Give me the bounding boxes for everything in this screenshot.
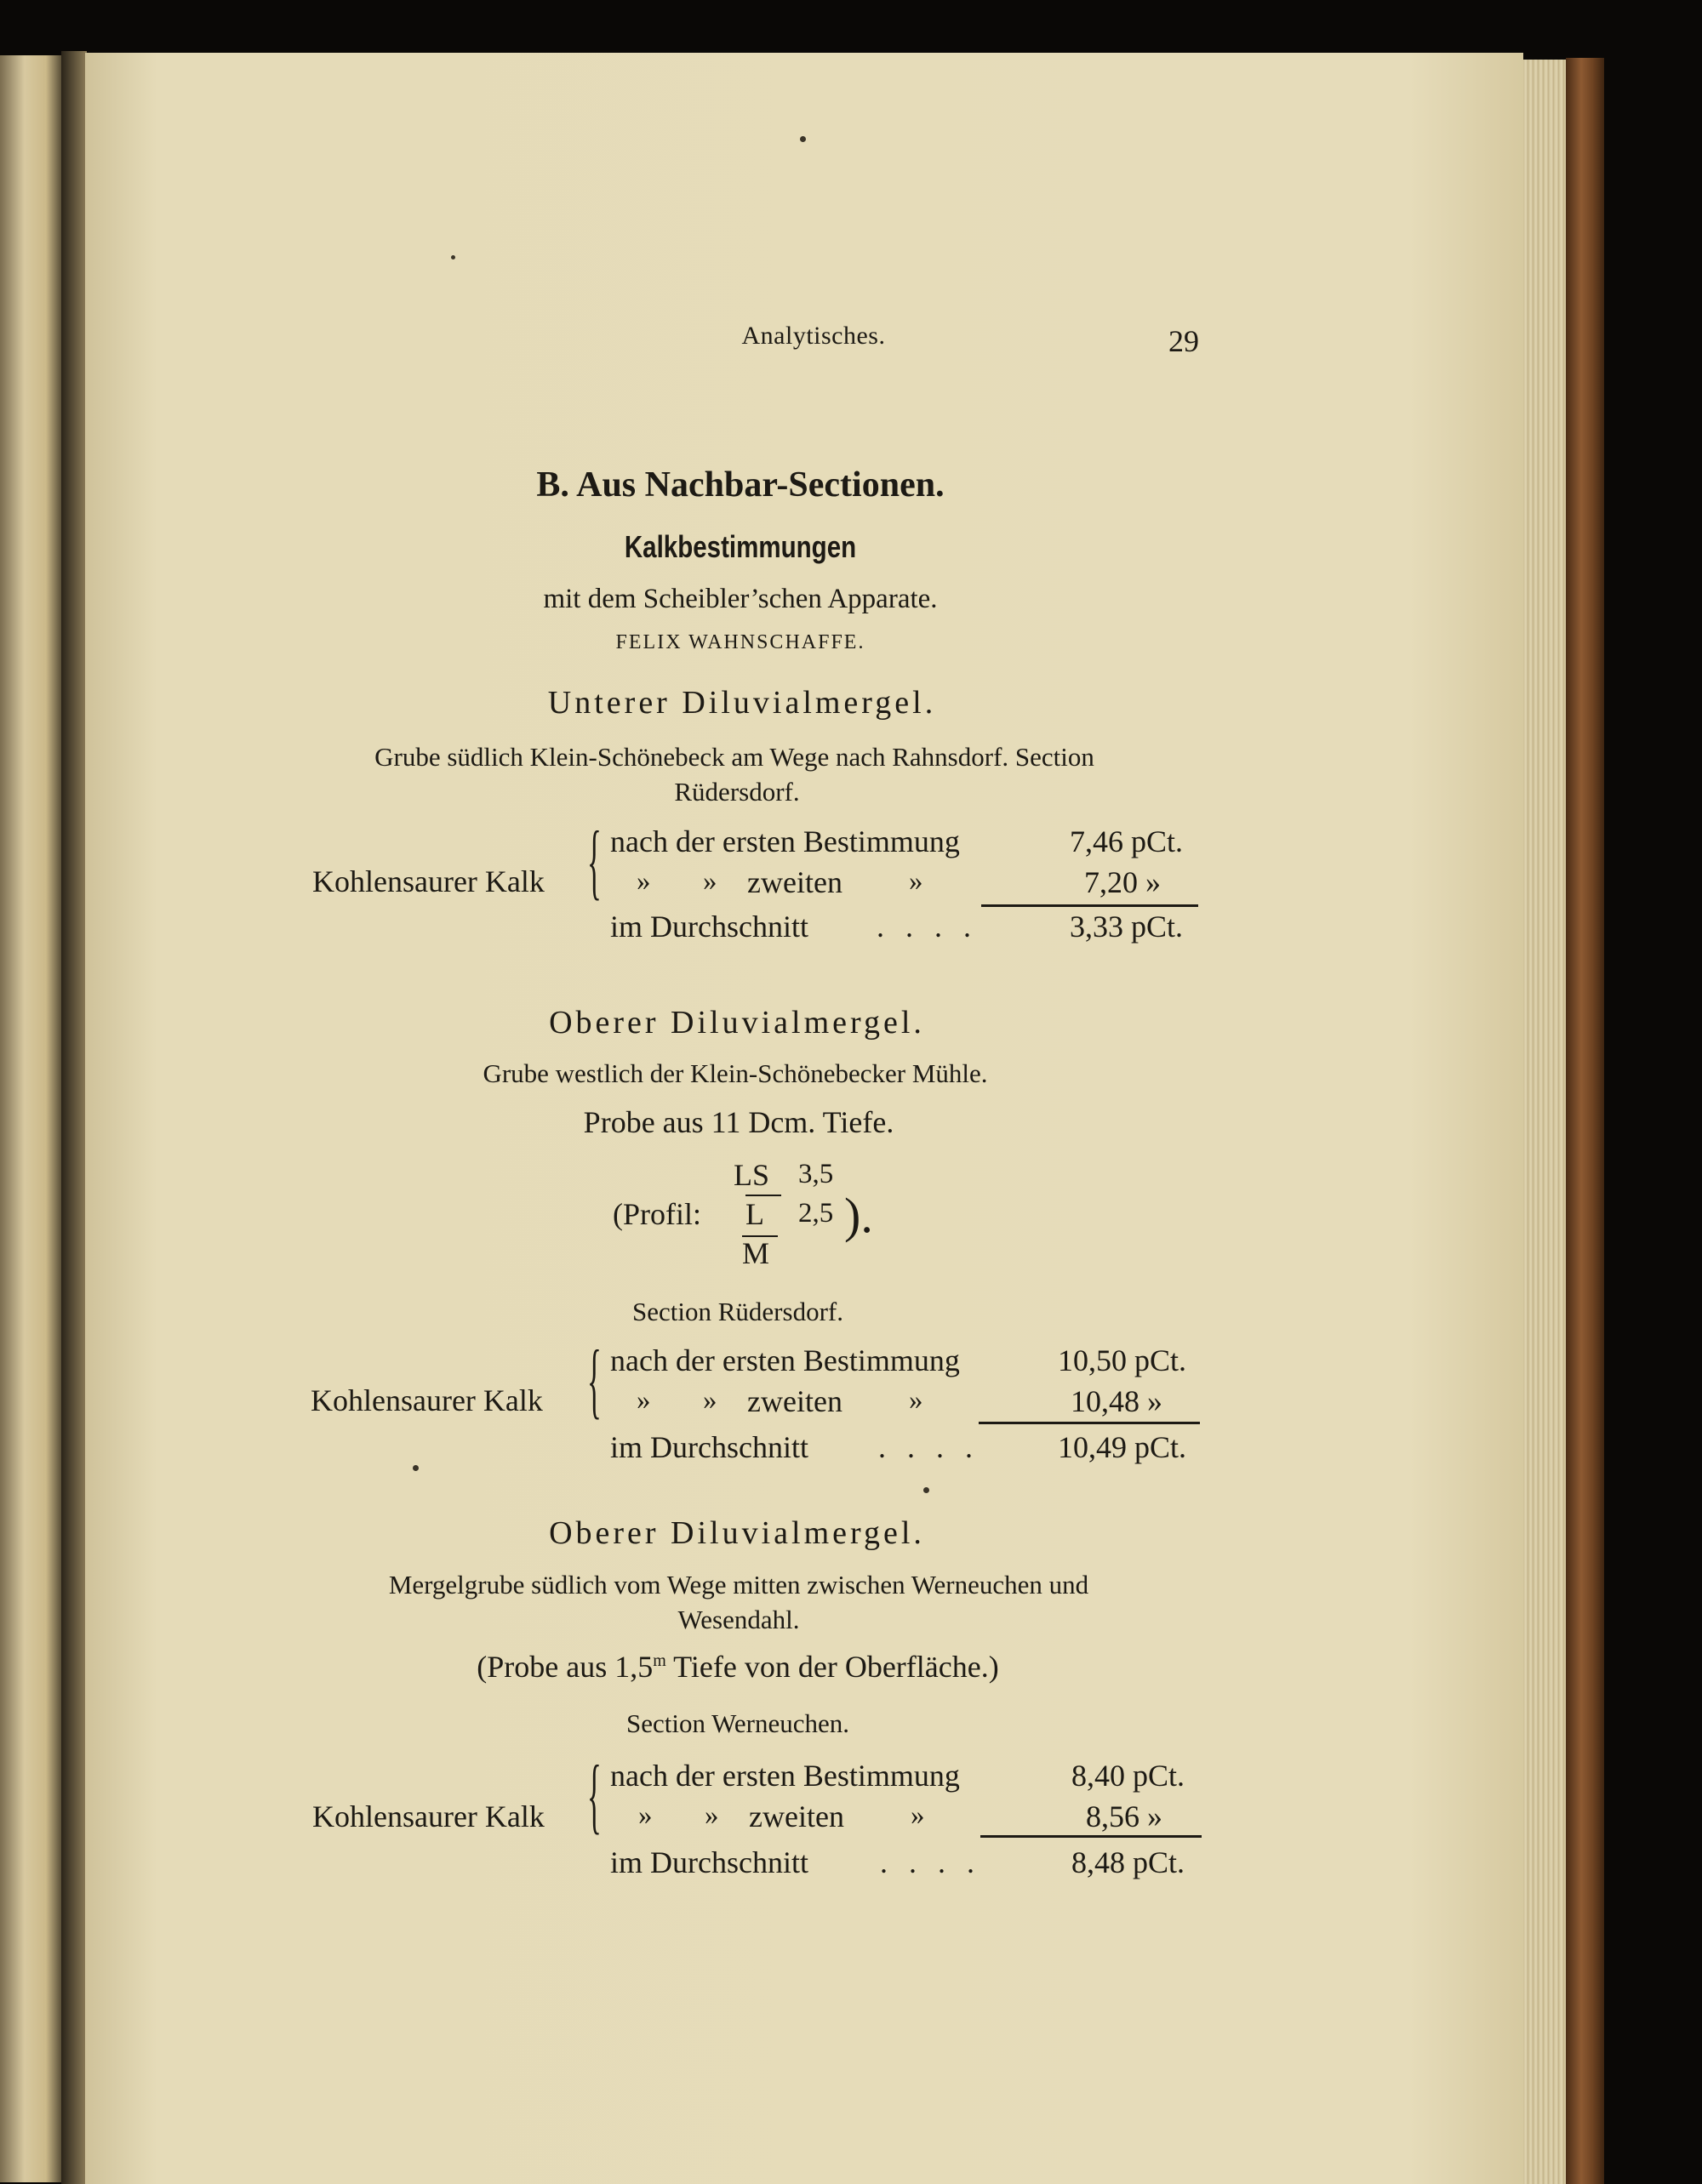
ditto-mark: » xyxy=(909,866,923,897)
block1-row3-desc: im Durchschnitt xyxy=(610,910,808,944)
block1-location: Grube südlich Klein-Schönebeck am Wege nach Rahnsdorf. Section xyxy=(374,742,1094,772)
block3-brace: { xyxy=(587,1748,602,1842)
ditto-mark: » xyxy=(705,1800,719,1831)
block1-row3-value: 3,33 pCt. xyxy=(1069,910,1183,944)
block1-brace: { xyxy=(587,813,602,908)
sum-rule xyxy=(979,1422,1200,1424)
sum-rule xyxy=(980,1835,1202,1838)
method-line: mit dem Scheibler’schen Apparate. xyxy=(543,584,938,614)
block3-row3-desc: im Durchschnitt xyxy=(610,1845,808,1879)
block3-probe-unit: m xyxy=(653,1651,666,1670)
paper-speck xyxy=(923,1487,929,1493)
section-heading: B. Aus Nachbar-Sectionen. xyxy=(536,465,945,505)
profil-layer-m: M xyxy=(742,1236,770,1270)
block2-location: Grube westlich der Klein-Schönebecker Mühle. xyxy=(483,1058,988,1088)
profil-value-ls: 3,5 xyxy=(798,1159,834,1189)
sub-heading: Kalkbestimmungen xyxy=(624,529,857,564)
block3-probe-text: (Probe aus 1,5 xyxy=(477,1650,654,1684)
block3-row2-value: 8,56 » xyxy=(1086,1799,1162,1833)
block2-row3-desc: im Durchschnitt xyxy=(610,1430,808,1464)
block2-row2-value: 10,48 » xyxy=(1071,1384,1162,1418)
author-line: FELIX WAHNSCHAFFE. xyxy=(615,631,865,653)
block3-probe-rest: Tiefe von der Oberfläche.) xyxy=(665,1650,999,1684)
block2-section: Section Rüdersdorf. xyxy=(632,1297,843,1326)
ditto-mark: » xyxy=(909,1385,923,1416)
paper-speck xyxy=(800,136,806,142)
paper-speck xyxy=(413,1465,419,1471)
block1-row2-desc: zweiten xyxy=(747,865,842,899)
block1-row1-desc: nach der ersten Bestimmung xyxy=(610,824,960,858)
leader-dots: . . . . xyxy=(880,1845,981,1879)
block3-label: Kohlensaurer Kalk xyxy=(312,1799,545,1833)
block3-row2-desc: zweiten xyxy=(749,1799,844,1833)
block2-row1-value: 10,50 pCt. xyxy=(1057,1343,1186,1377)
block2-row1-desc: nach der ersten Bestimmung xyxy=(610,1343,960,1377)
leader-dots: . . . . xyxy=(878,1430,980,1464)
block3-title: Oberer Diluvialmergel. xyxy=(549,1515,925,1551)
ditto-mark: » xyxy=(703,1385,717,1416)
page-number: 29 xyxy=(1168,324,1199,358)
profil-label: (Profil: xyxy=(613,1197,701,1231)
paper-speck xyxy=(451,255,455,259)
profil-close: ). xyxy=(844,1188,873,1243)
ditto-mark: » xyxy=(703,866,717,897)
block2-title: Oberer Diluvialmergel. xyxy=(549,1005,925,1041)
block2-row3-value: 10,49 pCt. xyxy=(1057,1430,1186,1464)
ditto-mark: » xyxy=(911,1800,925,1831)
block3-location: Mergelgrube südlich vom Wege mitten zwischen Werneuchen und xyxy=(388,1570,1089,1600)
block1-row2-value: 7,20 » xyxy=(1084,865,1161,899)
block3-probe xyxy=(477,1649,998,1685)
block3-row1-value: 8,40 pCt. xyxy=(1071,1759,1185,1793)
block1-label: Kohlensaurer Kalk xyxy=(312,864,545,898)
block2-row2-desc: zweiten xyxy=(747,1384,842,1418)
block2-brace: { xyxy=(587,1332,602,1427)
leader-dots: . . . . xyxy=(877,910,978,944)
ditto-mark: » xyxy=(638,1800,653,1831)
book-gutter xyxy=(61,51,87,2184)
block3-location-cont: Wesendahl. xyxy=(677,1605,800,1634)
sum-rule xyxy=(981,904,1198,907)
profil-layer-ls: LS xyxy=(734,1158,770,1192)
block3-row1-desc: nach der ersten Bestimmung xyxy=(610,1759,960,1793)
running-header: Analytisches. xyxy=(741,322,886,350)
block3-section: Section Werneuchen. xyxy=(625,1708,850,1738)
block3-row3-value: 8,48 pCt. xyxy=(1071,1845,1185,1879)
book-cover-edge xyxy=(1566,58,1604,2184)
profil-layer-l: L xyxy=(745,1197,764,1231)
block1-row1-value: 7,46 pCt. xyxy=(1069,824,1183,858)
ditto-mark: » xyxy=(637,1385,651,1416)
block1-title: Unterer Diluvialmergel. xyxy=(547,685,937,721)
block2-probe: Probe aus 11 Dcm. Tiefe. xyxy=(583,1105,894,1139)
block1-location-cont: Rüdersdorf. xyxy=(674,777,800,807)
page-edges xyxy=(1523,60,1566,2184)
block2-label: Kohlensaurer Kalk xyxy=(311,1383,543,1417)
profil-value-l: 2,5 xyxy=(798,1198,834,1229)
ditto-mark: » xyxy=(637,866,651,897)
left-page-edge xyxy=(0,55,61,2182)
